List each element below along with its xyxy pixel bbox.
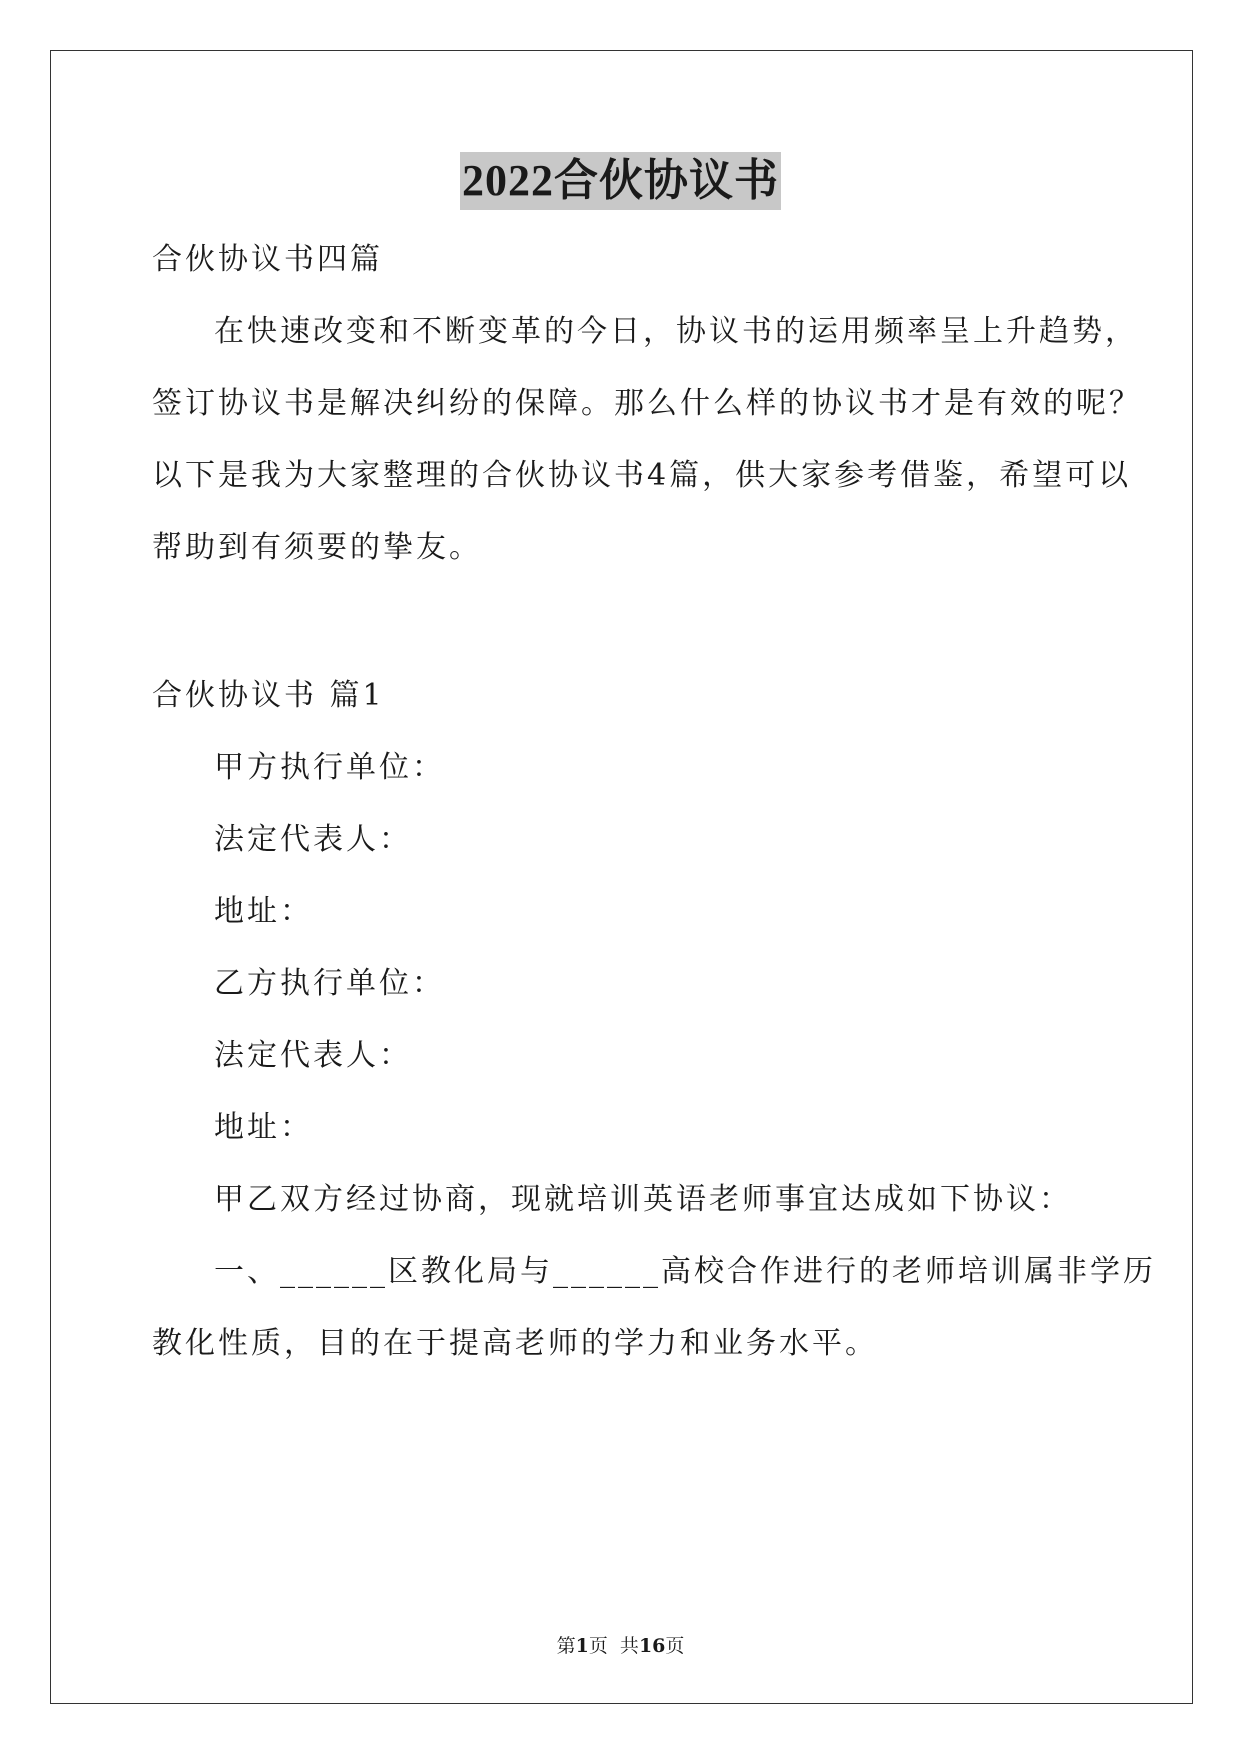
field-party-a-representative: 法定代表人： [214,822,412,857]
field-party-b-representative: 法定代表人： [214,1038,412,1073]
clause-1-line-2: 教化性质，目的在于提高老师的学力和业务水平。 [152,1326,878,1361]
field-party-b-unit: 乙方执行单位： [214,966,445,1001]
footer-total-pages: 16 [638,1635,666,1657]
subtitle: 合伙协议书四篇 [152,242,383,277]
intro-line-2: 签订协议书是解决纠纷的保障。那么什么样的协议书才是有效的呢？ [152,386,1142,421]
clause-1-line-1: 一、______区教化局与______高校合作进行的老师培训属非学历 [214,1254,1156,1289]
field-party-b-address: 地址： [214,1110,313,1145]
page-border [50,50,1193,1704]
field-party-a-address: 地址： [214,894,313,929]
intro-line-1: 在快速改变和不断变革的今日，协议书的运用频率呈上升趋势， [214,314,1138,349]
intro-line-3: 以下是我为大家整理的合伙协议书4篇，供大家参考借鉴，希望可以 [152,458,1132,493]
page-footer [0,1634,1241,1658]
footer-prefix: 第 [556,1635,576,1657]
footer-page-number: 1 [575,1635,589,1657]
title-container [0,152,1241,210]
intro-line-4: 帮助到有须要的挚友。 [152,530,482,565]
footer-suffix: 页 [665,1635,685,1657]
agreement-intro: 甲乙双方经过协商，现就培训英语老师事宜达成如下协议： [214,1182,1072,1217]
field-party-a-unit: 甲方执行单位： [214,750,445,785]
section-heading: 合伙协议书 篇1 [152,678,385,713]
footer-middle: 页 共 [588,1635,639,1657]
document-title: 2022合伙协议书 [460,152,781,210]
